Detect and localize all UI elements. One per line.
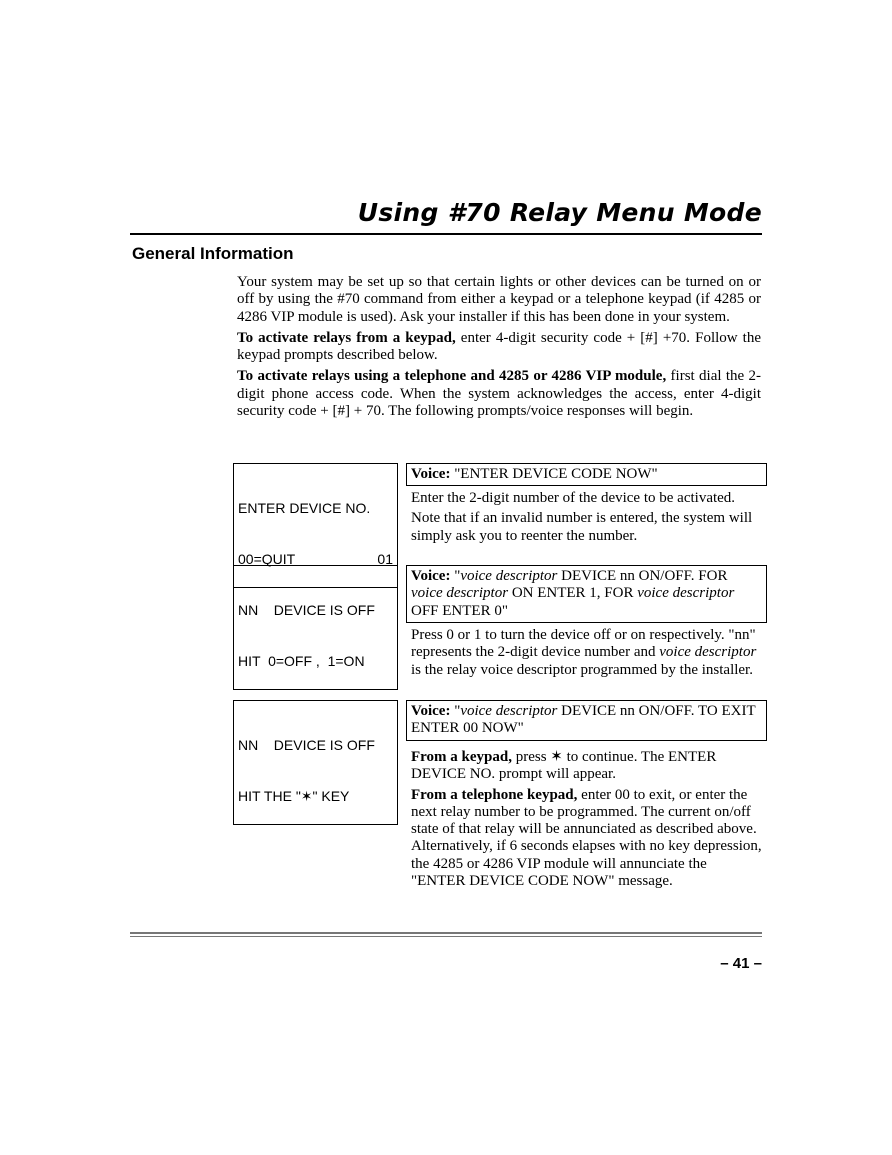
voice-label: Voice: (411, 703, 451, 719)
lcd-line-2: HIT THE "✶" KEY (238, 788, 350, 804)
voice-label: Voice: (411, 568, 451, 584)
footer-rule-thin (130, 936, 762, 937)
lcd-line-2: HIT 0=OFF , 1=ON (238, 653, 365, 669)
lcd-display-device-status (233, 565, 398, 690)
lcd-line-1: NN DEVICE IS OFF (238, 602, 375, 618)
voice-text: OFF ENTER 0" (411, 602, 508, 619)
intro-paragraph-2 (237, 330, 761, 365)
intro-p2-rest: enter 4-digit security code + [#] +70. Follow the keypad prompts described below. (237, 329, 761, 364)
page-title: Using #70 Relay Menu Mode (357, 198, 762, 227)
intro-paragraph-1: Your system may be set up so that certain lights or other devices can be turned on or off by using the #70 command from either a keypad or a telephone keypad (if 4285 or 4286 VIP module is used). Ask your installer if this has been done in your system. (237, 274, 761, 325)
intro-text (237, 274, 761, 424)
intro-p2-bold: To activate relays from a keypad, (237, 329, 456, 346)
voice-text: ON ENTER 1, FOR (508, 585, 638, 602)
voice-box-enter-device (406, 463, 767, 486)
voice-descriptor: voice descriptor (411, 585, 509, 602)
desc-text: Press 0 or 1 to turn the device off or on respectively. "nn" represents the 2-digit device number and (411, 627, 756, 661)
step-1-desc-1: Enter the 2-digit number of the device to be activated. (411, 490, 736, 506)
voice-quote: " (450, 568, 461, 584)
voice-text: DEVICE nn ON/OFF. FOR (557, 568, 728, 584)
desc-text: press ✶ to continue. The ENTER DEVICE NO. prompt will appear. (411, 749, 717, 783)
step-1-desc-2: Note that if an invalid number is entered, the system will simply ask you to reenter the number. (411, 510, 753, 544)
intro-p3-bold: To activate relays using a telephone and 4285 or 4286 VIP module, (237, 368, 667, 385)
step-1-description (411, 490, 763, 548)
voice-box-device-status (406, 565, 767, 623)
voice-descriptor: voice descriptor (460, 568, 558, 584)
lcd-line-1: NN DEVICE IS OFF (238, 737, 375, 753)
voice-label: Voice: (411, 466, 451, 482)
desc-bold: From a telephone keypad, (411, 786, 578, 803)
voice-quote: " (450, 703, 461, 719)
step-2-desc (411, 627, 763, 679)
footer-rule (130, 932, 762, 934)
lcd-line-2-right: 01 (377, 551, 393, 567)
page-number: – 41 – (720, 955, 762, 972)
lcd-line-1: ENTER DEVICE NO. (238, 500, 371, 516)
step-3-desc-1 (411, 749, 763, 784)
desc-bold: From a keypad, (411, 749, 512, 765)
voice-text: DEVICE nn ON/OFF. TO EXIT ENTER 00 NOW" (411, 703, 756, 737)
voice-box-exit (406, 700, 767, 741)
step-3-desc-2 (411, 787, 763, 891)
voice-descriptor: voice descriptor (637, 585, 735, 602)
desc-text: enter 00 to exit, or enter the next relay number to be programmed. The current on/off state of that relay will be annunciated as described above. Alternatively, if 6 seconds elapses with no key depression, the 4285 or 4286 VIP module will annunciate the "ENTER DEVICE CODE NOW" message. (411, 786, 762, 890)
step-3-description (411, 749, 763, 893)
voice-text: "ENTER DEVICE CODE NOW" (450, 466, 658, 482)
title-rule (130, 233, 762, 235)
desc-text: is the relay voice descriptor programmed by the installer. (411, 661, 753, 678)
step-2-description (411, 627, 763, 682)
intro-paragraph-3 (237, 368, 761, 420)
lcd-display-hit-key (233, 700, 398, 825)
voice-descriptor: voice descriptor (460, 703, 558, 719)
desc-voice-descriptor: voice descriptor (659, 644, 757, 661)
lcd-line-2-left: 00=QUIT (238, 551, 296, 567)
section-heading: General Information (132, 244, 294, 263)
intro-p3-rest: first dial the 2-digit phone access code. When the system acknowledges the access, enter 4-digit security code + [#] + 70. The following prompts/voice responses will begin. (237, 368, 761, 420)
